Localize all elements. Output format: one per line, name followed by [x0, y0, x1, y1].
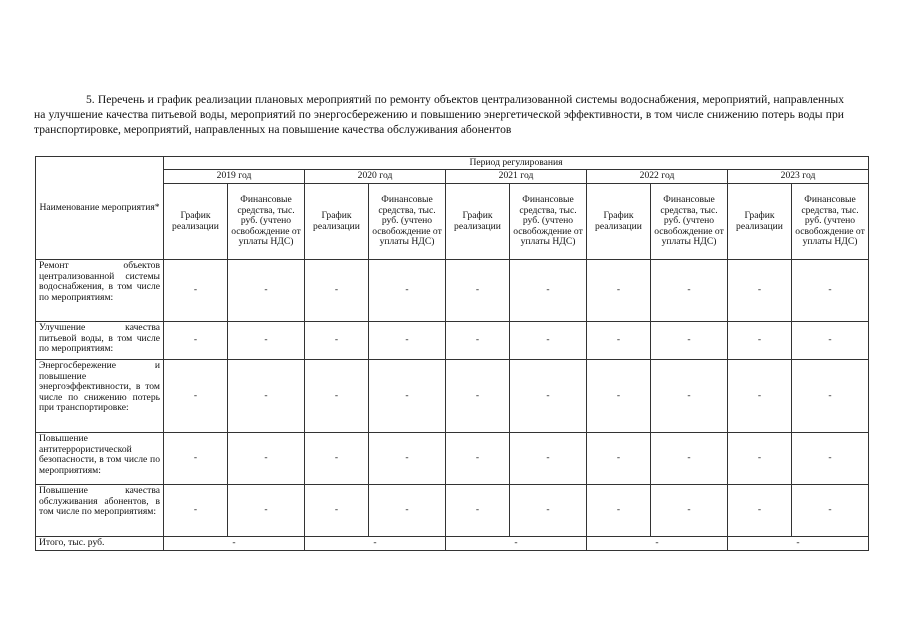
table-cell: -	[305, 260, 369, 322]
table-row	[36, 360, 869, 433]
year-header: 2019 год	[164, 170, 305, 184]
table-cell: -	[510, 260, 587, 322]
table-cell: -	[510, 433, 587, 485]
table-cell: -	[587, 260, 651, 322]
table-cell: -	[792, 260, 869, 322]
column-header-finance: Финансовые средства, тыс. руб. (учтено освобождение от уплаты НДС)	[792, 184, 869, 260]
table-cell: -	[164, 485, 228, 537]
table-cell: -	[651, 485, 728, 537]
total-cell: -	[587, 537, 728, 551]
column-header-schedule: График реализации	[164, 184, 228, 260]
row-label: Ремонт объектов централизованной системы водоснабжения, в том числе по мероприятиям:	[36, 260, 164, 322]
total-row	[36, 537, 869, 551]
table-cell: -	[651, 322, 728, 360]
table-row	[36, 260, 869, 322]
table-row	[36, 485, 869, 537]
row-label: Улучшение качества питьевой воды, в том числе по мероприятиям:	[36, 322, 164, 360]
table-cell: -	[651, 260, 728, 322]
table-cell: -	[369, 485, 446, 537]
total-cell: -	[164, 537, 305, 551]
table-cell: -	[651, 360, 728, 433]
table-cell: -	[728, 360, 792, 433]
table-cell: -	[305, 322, 369, 360]
section-heading-text: 5. Перечень и график реализации плановых мероприятий по ремонту объектов централизованной системы водоснабжения, мероприятий, направленных на улучшение качества питьевой воды, мероприятий по энергосбережению и повышению энергетической эффективности, в том числе снижению потерь воды при транспортировке, мероприятий, направленных на повышение качества обслуживания абонентов	[34, 93, 844, 137]
column-header-schedule: График реализации	[446, 184, 510, 260]
table-cell: -	[446, 360, 510, 433]
table-cell: -	[792, 485, 869, 537]
table-cell: -	[164, 360, 228, 433]
table-cell: -	[792, 360, 869, 433]
table-cell: -	[510, 360, 587, 433]
table-cell: -	[164, 322, 228, 360]
year-header: 2021 год	[446, 170, 587, 184]
row-label: Энергосбережение и повышение энергоэффективности, в том числе по снижению потерь при транспортировке:	[36, 360, 164, 433]
table-cell: -	[446, 433, 510, 485]
table-cell: -	[792, 322, 869, 360]
table-cell: -	[792, 433, 869, 485]
table-cell: -	[369, 260, 446, 322]
column-header-name: Наименование мероприятия*	[36, 157, 164, 260]
table-cell: -	[369, 322, 446, 360]
table-cell: -	[587, 485, 651, 537]
table-cell: -	[164, 433, 228, 485]
table-cell: -	[228, 485, 305, 537]
table-cell: -	[369, 360, 446, 433]
table-cell: -	[305, 433, 369, 485]
year-header: 2023 год	[728, 170, 869, 184]
row-label: Повышение антитеррористической безопасности, в том числе по мероприятиям:	[36, 433, 164, 485]
table-cell: -	[587, 360, 651, 433]
column-header-period: Период регулирования	[164, 157, 869, 170]
table-cell: -	[651, 433, 728, 485]
activities-table	[35, 156, 869, 551]
table-cell: -	[305, 360, 369, 433]
column-header-schedule: График реализации	[305, 184, 369, 260]
year-header: 2022 год	[587, 170, 728, 184]
table-cell: -	[228, 260, 305, 322]
table-cell: -	[587, 433, 651, 485]
table-cell: -	[510, 485, 587, 537]
table-cell: -	[164, 260, 228, 322]
total-cell: -	[728, 537, 869, 551]
table-row	[36, 433, 869, 485]
table-row	[36, 322, 869, 360]
section-heading	[34, 92, 844, 138]
total-cell: -	[446, 537, 587, 551]
table-cell: -	[228, 360, 305, 433]
table-cell: -	[228, 322, 305, 360]
column-header-schedule: График реализации	[587, 184, 651, 260]
year-header: 2020 год	[305, 170, 446, 184]
table-cell: -	[446, 485, 510, 537]
row-label: Повышение качества обслуживания абонентов, в том числе по мероприятиям:	[36, 485, 164, 537]
table-cell: -	[369, 433, 446, 485]
table-cell: -	[510, 322, 587, 360]
total-cell: -	[305, 537, 446, 551]
column-header-finance: Финансовые средства, тыс. руб. (учтено освобождение от уплаты НДС)	[369, 184, 446, 260]
column-header-finance: Финансовые средства, тыс. руб. (учтено освобождение от уплаты НДС)	[510, 184, 587, 260]
table-cell: -	[446, 260, 510, 322]
table-cell: -	[728, 485, 792, 537]
total-label: Итого, тыс. руб.	[36, 537, 164, 551]
table-cell: -	[305, 485, 369, 537]
column-header-schedule: График реализации	[728, 184, 792, 260]
table-header-row	[36, 157, 869, 170]
table-cell: -	[587, 322, 651, 360]
table-cell: -	[728, 322, 792, 360]
table-cell: -	[728, 433, 792, 485]
table-cell: -	[728, 260, 792, 322]
column-header-finance: Финансовые средства, тыс. руб. (учтено освобождение от уплаты НДС)	[651, 184, 728, 260]
table-cell: -	[446, 322, 510, 360]
column-header-finance: Финансовые средства, тыс. руб. (учтено освобождение от уплаты НДС)	[228, 184, 305, 260]
table-cell: -	[228, 433, 305, 485]
